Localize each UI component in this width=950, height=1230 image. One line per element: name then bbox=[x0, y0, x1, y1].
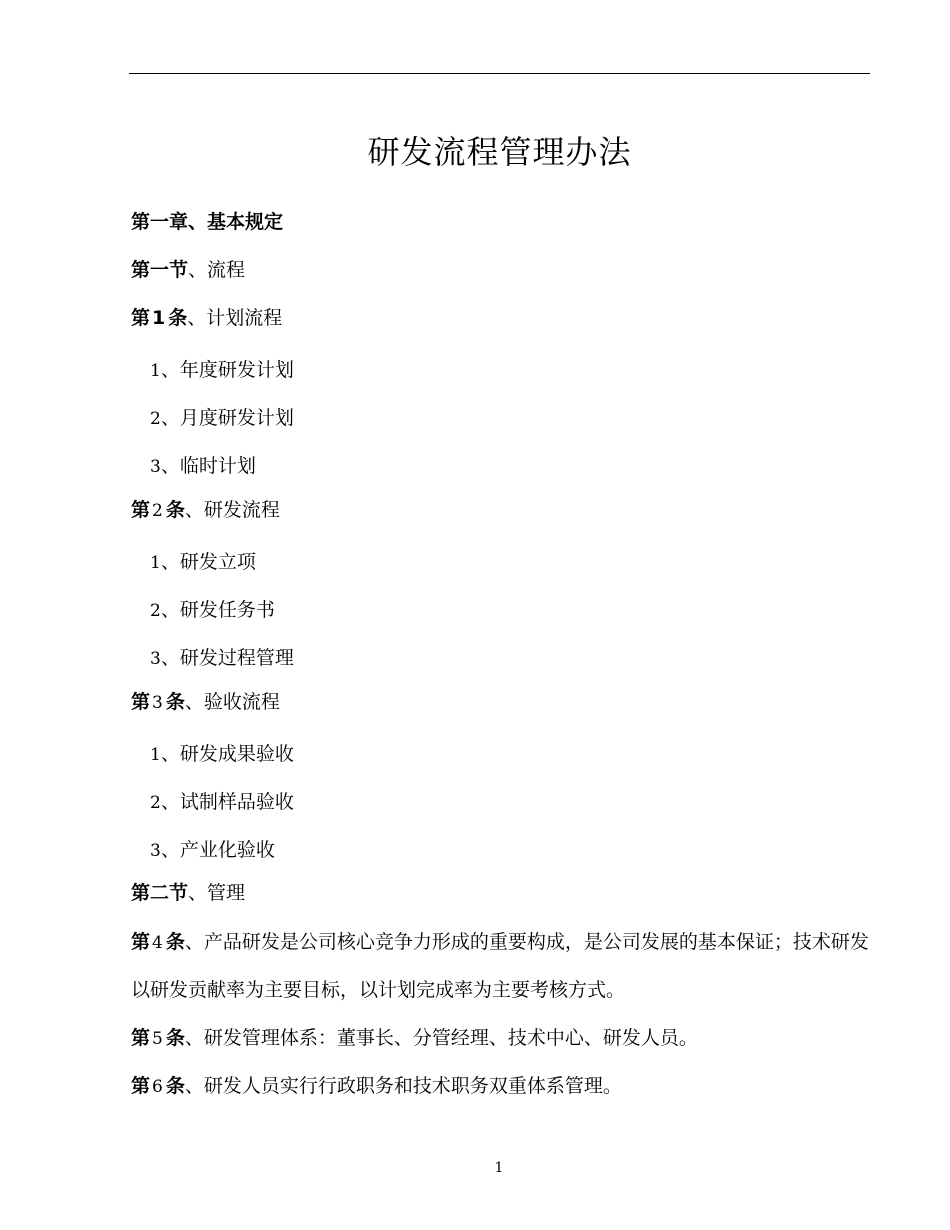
list-item bbox=[150, 645, 294, 672]
article-label-suf: 条 bbox=[165, 499, 185, 521]
list-item-text: 、研发任务书 bbox=[160, 599, 275, 621]
section-prefix: 第二节 bbox=[131, 882, 189, 904]
list-item bbox=[150, 741, 294, 768]
article-text: 、研发管理体系：董事长、分管经理、技术中心、研发人员。 bbox=[184, 1027, 698, 1049]
article-text: 、验收流程 bbox=[184, 691, 280, 713]
article-label-suf: 条 bbox=[168, 307, 188, 329]
article-text: 、计划流程 bbox=[187, 307, 283, 329]
list-item-index: 3 bbox=[150, 457, 161, 477]
article-label-suf: 条 bbox=[165, 691, 185, 713]
article-4 bbox=[131, 929, 869, 956]
article-text: 、研发流程 bbox=[184, 499, 280, 521]
article-number: 3 bbox=[152, 693, 163, 713]
header-rule bbox=[129, 73, 870, 74]
article-number: 1 bbox=[152, 307, 166, 329]
list-item-text: 、试制样品验收 bbox=[160, 791, 294, 813]
list-item-index: 1 bbox=[150, 361, 161, 381]
list-item-text: 、研发立项 bbox=[160, 551, 256, 573]
article-label-pre: 第 bbox=[131, 931, 151, 953]
article-number: 5 bbox=[152, 1029, 163, 1049]
list-item bbox=[150, 357, 294, 384]
article-number: 2 bbox=[152, 501, 163, 521]
article-number: 4 bbox=[152, 933, 163, 953]
list-item-index: 1 bbox=[150, 553, 161, 573]
article-3 bbox=[131, 689, 280, 716]
article-label-pre: 第 bbox=[131, 1075, 151, 1097]
list-item-text: 、研发过程管理 bbox=[160, 647, 294, 669]
section-text: 、流程 bbox=[188, 259, 246, 281]
list-item-text: 、研发成果验收 bbox=[160, 743, 294, 765]
chapter-heading: 第一章、基本规定 bbox=[131, 211, 284, 233]
section-prefix: 第一节 bbox=[131, 259, 189, 281]
article-number: 6 bbox=[152, 1077, 163, 1097]
list-item bbox=[150, 453, 256, 480]
page-number: 1 bbox=[494, 1160, 504, 1176]
article-text: 、研发人员实行行政职务和技术职务双重体系管理。 bbox=[184, 1075, 622, 1097]
article-5 bbox=[131, 1025, 698, 1052]
article-label-pre: 第 bbox=[131, 499, 151, 521]
list-item bbox=[150, 789, 294, 816]
article-text: 、产品研发是公司核心竞争力形成的重要构成，是公司发展的基本保证；技术研发 bbox=[184, 931, 869, 953]
list-item-index: 2 bbox=[150, 601, 161, 621]
list-item bbox=[150, 405, 294, 432]
article-1 bbox=[131, 305, 282, 331]
article-label-pre: 第 bbox=[131, 1027, 151, 1049]
list-item-text: 、月度研发计划 bbox=[160, 407, 294, 429]
article-2 bbox=[131, 497, 280, 524]
article-4-continuation: 以研发贡献率为主要目标，以计划完成率为主要考核方式。 bbox=[131, 979, 626, 1001]
article-label-suf: 条 bbox=[165, 1027, 185, 1049]
list-item-text: 、年度研发计划 bbox=[160, 359, 294, 381]
section-heading-2 bbox=[131, 880, 245, 906]
list-item-index: 3 bbox=[150, 649, 161, 669]
list-item-text: 、产业化验收 bbox=[160, 839, 275, 861]
list-item-index: 3 bbox=[150, 841, 161, 861]
list-item bbox=[150, 837, 275, 864]
list-item-index: 2 bbox=[150, 409, 161, 429]
article-6 bbox=[131, 1073, 622, 1100]
document-title: 研发流程管理办法 bbox=[367, 133, 632, 171]
article-label-pre: 第 bbox=[131, 307, 151, 329]
article-label-pre: 第 bbox=[131, 691, 151, 713]
section-text: 、管理 bbox=[188, 882, 246, 904]
article-label-suf: 条 bbox=[165, 1075, 185, 1097]
section-heading-1 bbox=[131, 257, 245, 283]
list-item-text: 、临时计划 bbox=[160, 455, 256, 477]
list-item-index: 1 bbox=[150, 745, 161, 765]
list-item bbox=[150, 597, 275, 624]
list-item-index: 2 bbox=[150, 793, 161, 813]
article-label-suf: 条 bbox=[165, 931, 185, 953]
list-item bbox=[150, 549, 256, 576]
